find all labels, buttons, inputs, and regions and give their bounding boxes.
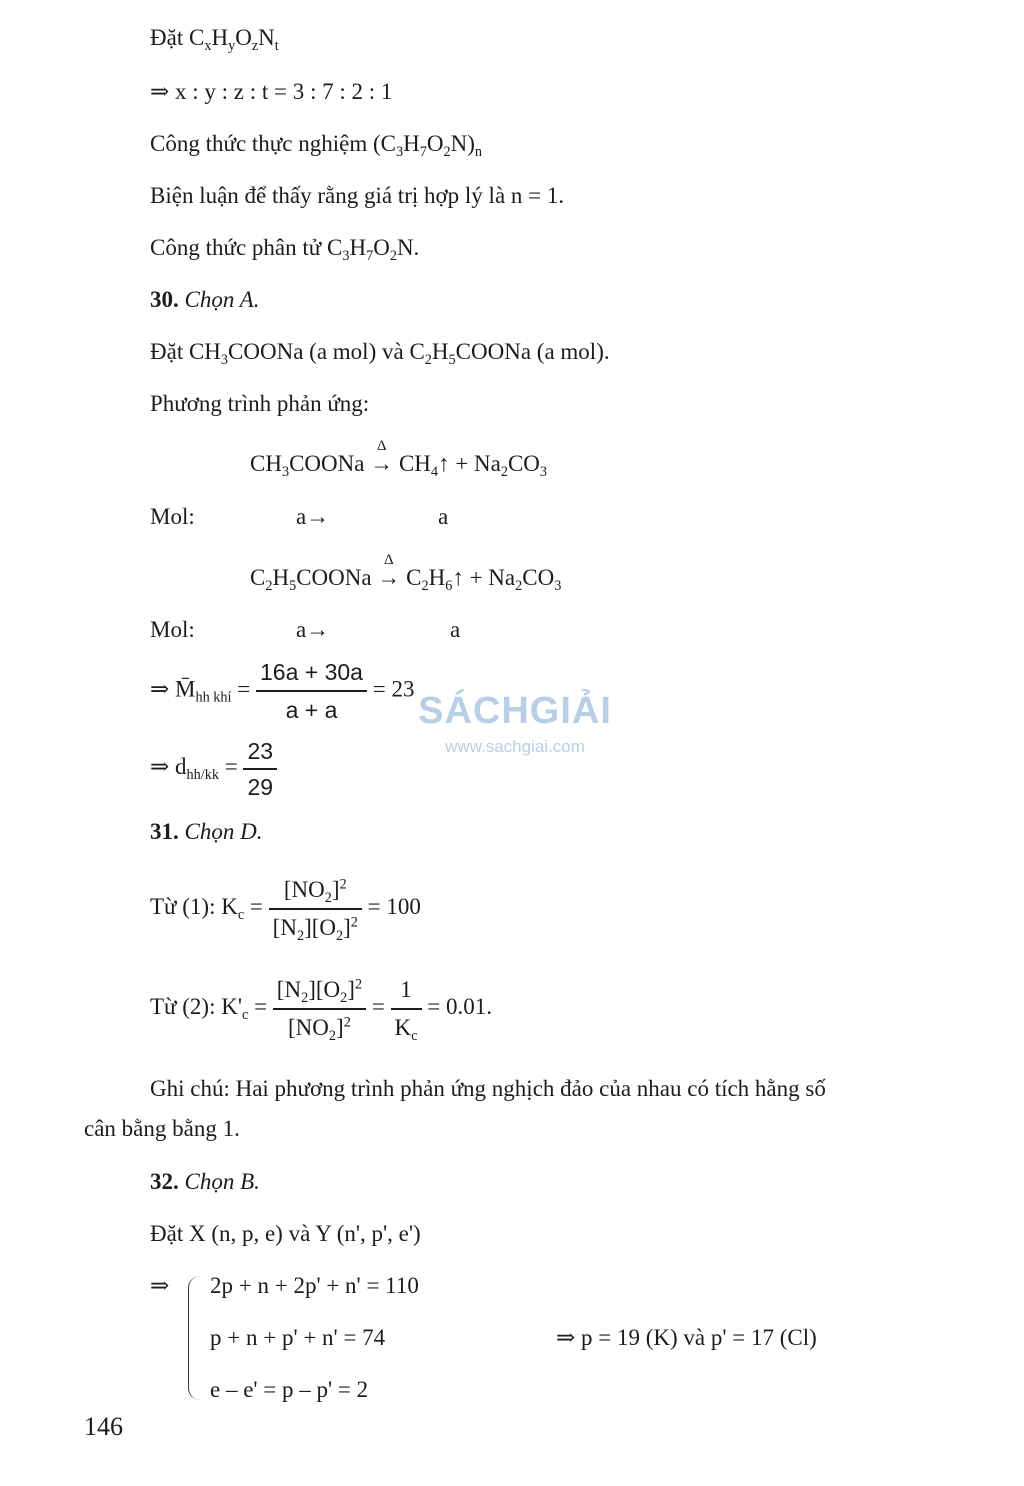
reaction-heading: Phương trình phản ứng: bbox=[150, 391, 370, 416]
mol-label-1: Mol: bbox=[150, 504, 195, 529]
empirical-formula-line: Công thức thực nghiệm $(C_3H_7O_2N)_n$ bbox=[150, 131, 482, 160]
system-brace bbox=[188, 1276, 201, 1400]
answer-30-heading: 30. Chọn A. bbox=[150, 287, 260, 312]
page-number: 146 bbox=[84, 1412, 123, 1441]
fraction: $\frac{23}{29}$ bbox=[243, 737, 277, 801]
watermark-url: www.sachgiai.com bbox=[445, 737, 585, 756]
ratio-line: ⇒ x : y : z : t = 3 : 7 : 2 : 1 bbox=[150, 79, 393, 104]
relative-density-equation: ⇒ $d_{hh/kk}$ = $\frac{23}{29}$ bbox=[150, 735, 277, 801]
watermark bbox=[410, 690, 620, 757]
system-arrow: ⇒ bbox=[150, 1273, 170, 1298]
heat-arrow: Δ → bbox=[377, 552, 401, 590]
heat-arrow: Δ → bbox=[370, 438, 394, 476]
reaction-1: $CH_3COONa$ Δ → $CH_4↑ + Na_2CO_3$ bbox=[250, 438, 548, 480]
mol-right-2: a bbox=[450, 617, 461, 642]
system-equation-2: p + n + p' + n' = 74 bbox=[210, 1325, 386, 1350]
watermark-logo: SÁCHGIẢI bbox=[418, 690, 612, 732]
formula-set-line: Đặt $C_xH_yO_zN_t$ bbox=[150, 25, 279, 54]
answer-32-heading: 32. Chọn B. bbox=[150, 1169, 260, 1194]
fraction: $\frac{1}{K_c}$ bbox=[391, 975, 422, 1043]
fraction: $\frac{[NO_2]^2}{[N_2][O_2]^2}$ bbox=[269, 875, 362, 943]
mol-left-2: a→ bbox=[296, 617, 330, 642]
mol-left-1: a→ bbox=[296, 504, 330, 529]
system-result: ⇒ p = 19 (K) và p' = 17 (Cl) bbox=[556, 1325, 817, 1350]
system-equation-1: 2p + n + 2p' + n' = 110 bbox=[210, 1273, 419, 1298]
fraction: $\frac{[N_2][O_2]^2}{[NO_2]^2}$ bbox=[273, 975, 366, 1043]
set-particles-line: Đặt X (n, p, e) và Y (n', p', e') bbox=[150, 1221, 421, 1246]
reasoning-line: Biện luận để thấy rằng giá trị hợp lý là n = 1. bbox=[150, 183, 565, 208]
answer-31-heading: 31. Chọn D. bbox=[150, 819, 263, 844]
fraction: $\frac{16a + 30a}{a + a}$ bbox=[256, 657, 367, 725]
mol-label-2: Mol: bbox=[150, 617, 195, 642]
mol-right-1: a bbox=[438, 504, 449, 529]
system-equation-3: e – e' = p – p' = 2 bbox=[210, 1377, 369, 1402]
molecular-formula-line: Công thức phân tử $C_3H_7O_2N$. bbox=[150, 235, 420, 264]
note-line-1: Ghi chú: Hai phương trình phản ứng nghịch đảo của nhau có tích hằng số bbox=[150, 1076, 826, 1101]
set-reactants-line: Đặt $CH_3COONa$ (a mol) và $C_2H_5COONa$ (a mol). bbox=[150, 339, 610, 368]
avg-molar-mass-equation: ⇒ $M̄_{hh khí}$ = $\frac{16a + 30a}{a + a}$ = 23 bbox=[150, 659, 415, 723]
reaction-2: $C_2H_5COONa$ Δ → $C_2H_6↑ + Na_2CO_3$ bbox=[250, 552, 562, 594]
note-line-2: cân bằng bằng 1. bbox=[84, 1116, 240, 1141]
kc-equation-1: Từ (1): $K_c$ = $\frac{[NO_2]^2}{[N_2][O_2]^2}$ = 100 bbox=[150, 876, 421, 944]
kc-equation-2: Từ (2): $K'_c$ = $\frac{[N_2][O_2]^2}{[NO_2]^2}$ = $\frac{1}{K_c}$ = 0.01. bbox=[150, 976, 492, 1044]
